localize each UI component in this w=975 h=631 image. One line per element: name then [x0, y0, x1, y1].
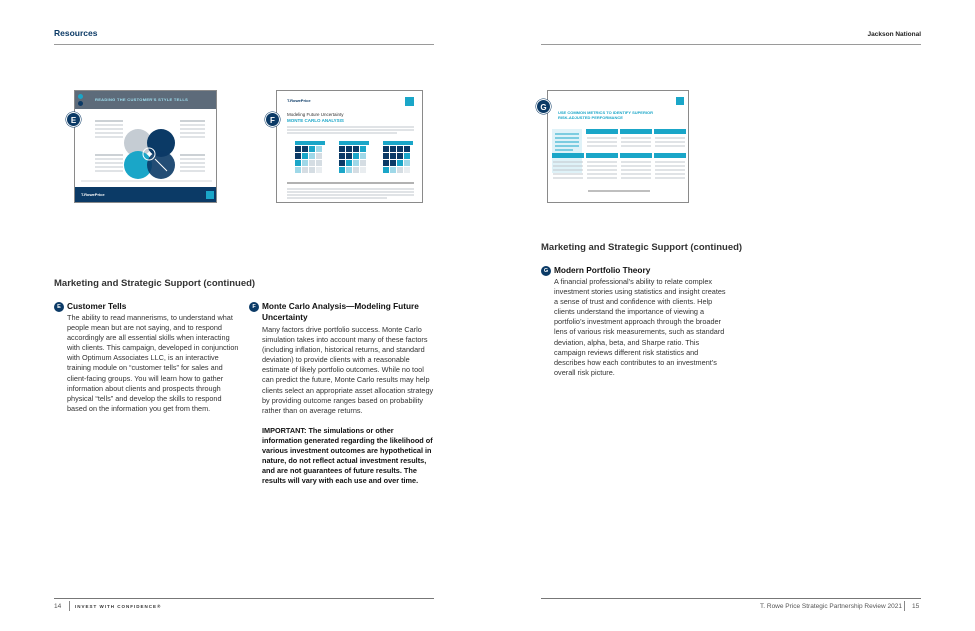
footer-tagline: INVEST WITH CONFIDENCE® [75, 604, 162, 609]
badge-f-small: F [249, 302, 259, 312]
section-title-left: Marketing and Strategic Support (continued) [54, 278, 256, 289]
thumb-e-dot-icon [78, 94, 83, 99]
thumb-e-dot-icon [78, 101, 83, 106]
footer-divider-right [904, 601, 905, 611]
brand-mark-icon [206, 191, 214, 199]
t-rowe-price-logo: T.RowePrice [287, 98, 311, 103]
monte-carlo-content [249, 325, 434, 486]
badge-e: E [66, 112, 81, 127]
header-right-title: Jackson National [867, 31, 921, 38]
modern-portfolio-heading [541, 265, 731, 276]
monte-carlo-grids [277, 125, 423, 203]
badge-g-small: G [541, 266, 551, 276]
customer-tells-section [54, 301, 240, 414]
t-rowe-price-logo: T.RowePrice [81, 192, 105, 197]
modern-portfolio-thumbnail [547, 90, 689, 203]
header-rule-right [541, 44, 921, 45]
brand-mark-icon [676, 97, 684, 105]
footer-rule-left [54, 598, 434, 599]
section-title-right: Marketing and Strategic Support (continued) [541, 242, 743, 253]
monte-carlo-body: Many factors drive portfolio success. Monte Carlo simulation takes into account many of these factors (including inflation, historical returns, and standard deviation) to provide clients with a reasonable estimate of likely portfolio outcomes. While no tool can predict the future, Monte Carlo results may help clients select an appropriate asset allocation strategy by providing outcome ranges based on probability rather than on average returns. [262, 325, 434, 415]
footer-page-number-right: 15 [912, 603, 920, 610]
modern-portfolio-section [541, 265, 731, 378]
customer-tells-heading [54, 301, 240, 312]
header-left-title: Resources [54, 28, 98, 38]
thumb-g-title-line1: USE COMMON METRICS TO IDENTIFY SUPERIOR [558, 110, 653, 115]
customer-tells-body: The ability to read mannerisms, to understand what people mean but are not saying, and to respond accordingly are all essential skills when interacting with clients. This campaign, developed in conjunction with Optimum Associates LLC, is an interactive training module on “customer tells” for sales and client-facing groups. You will learn how to gather information about clients and prospects through physical “tells” and develop the skills to respond based on the information you get from them. [67, 313, 239, 413]
monte-carlo-important-note: IMPORTANT: The simulations or other information generated regarding the likelihood of various investment outcomes are hypothetical in nature, do not reflect actual investment results, and are not guarantees of future results. The results will vary with each use and over time. [262, 425, 433, 486]
venn-diagram [75, 109, 217, 187]
thumb-e-banner-text: READING THE CUSTOMER'S STYLE TELLS [95, 97, 189, 102]
thumb-f-title-line1: Modeling Future Uncertainty [287, 112, 344, 117]
header-rule-left [54, 44, 434, 45]
monte-carlo-heading [249, 301, 434, 323]
thumb-g-title-line2: RISK-ADJUSTED PERFORMANCE [558, 115, 623, 120]
brand-mark-icon [405, 97, 414, 106]
modern-portfolio-title: Modern Portfolio Theory [554, 265, 651, 275]
monte-carlo-section [249, 301, 434, 486]
footer-publication-title: T. Rowe Price Strategic Partnership Review 2021 [760, 603, 902, 610]
monte-carlo-title: Monte Carlo Analysis—Modeling Future Uncertainty [262, 301, 419, 322]
customer-tells-thumbnail [74, 90, 217, 203]
footer-divider-left [69, 601, 70, 611]
monte-carlo-thumbnail [276, 90, 423, 203]
modern-portfolio-body: A financial professional’s ability to relate complex investment stories using statistics and insight creates a sense of trust and confidence with clients. Help clients understand the importance of viewing a portfolio’s investment approach through the broader lens of various risk measurements, such as standard deviation, alpha, beta, and Sharpe ratio. This campaign reviews different risk statistics and describes how each contributes to an investment’s overall risk picture. [554, 277, 726, 377]
badge-f: F [265, 112, 280, 127]
badge-e-small: E [54, 302, 64, 312]
customer-tells-title: Customer Tells [67, 301, 127, 311]
metrics-grid [548, 125, 689, 203]
badge-g: G [536, 99, 551, 114]
footer-page-number-left: 14 [54, 603, 62, 610]
thumb-f-title-line2: MONTE CARLO ANALYSIS [287, 118, 344, 123]
footer-rule-right [541, 598, 921, 599]
